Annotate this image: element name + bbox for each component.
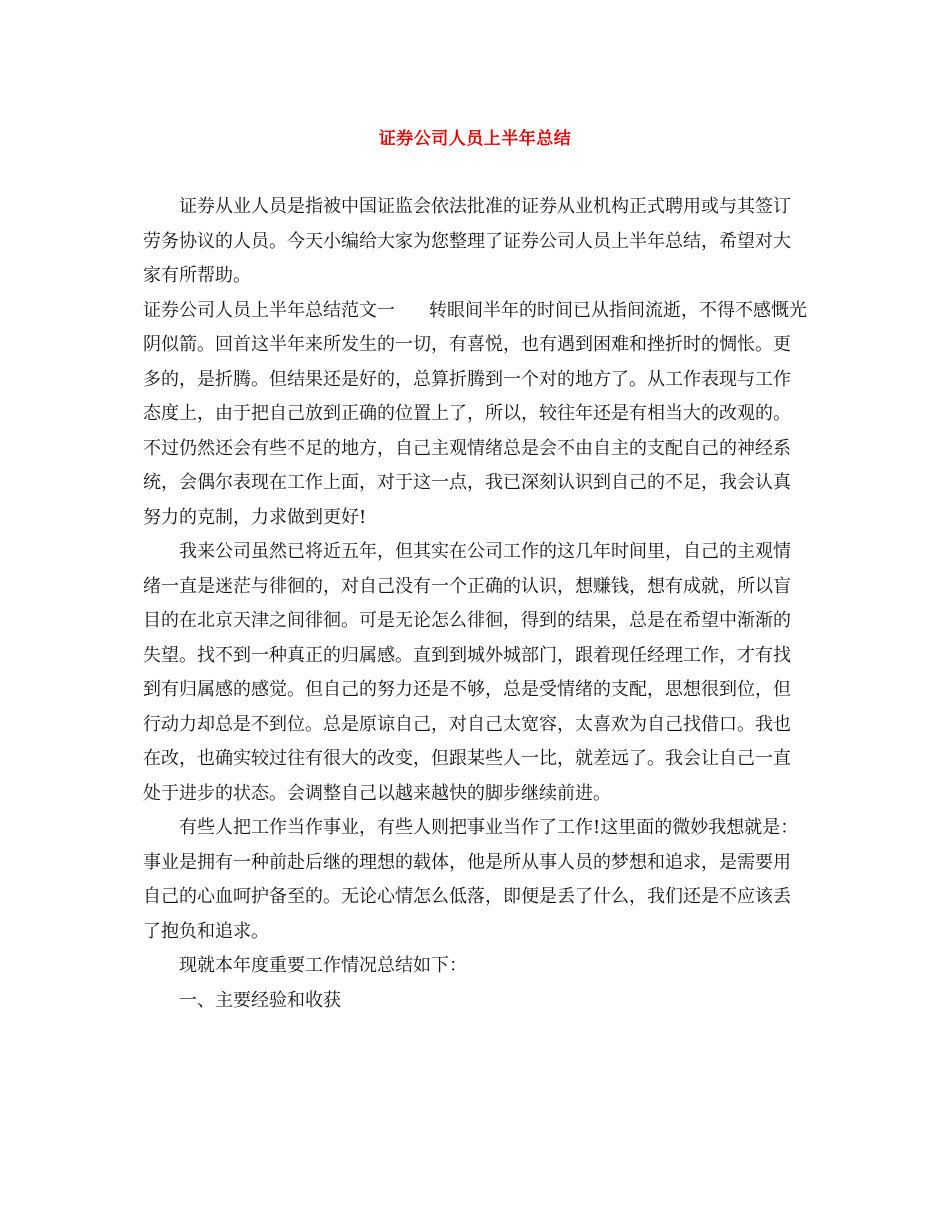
body-paragraph: 我来公司虽然已将近五年，但其实在公司工作的这几年时间里，自己的主观情绪一直是迷茫与徘徊的，对自己没有一个正确的认识，想赚钱，想有成就，所以盲目的在北京天津之间徘徊。可是无论怎么徘徊，得到的结果，总是在希望中渐渐的失望。找不到一种真正的归属感。直到到城外城部门，跟着现任经理工作，才有找到有归属感的感觉。但自己的努力还是不够，总是受情绪的支配，思想很到位，但行动力却总是不到位。总是原谅自己，对自己太宽容，太喜欢为自己找借口。我也在改，也确实较过往有很大的改变，但跟某些人一比，就差远了。我会让自己一直处于进步的状态。会调整自己以越来越快的脚步继续前进。: [143, 541, 791, 804]
document-body: [143, 190, 808, 1018]
intro-paragraph: 证券从业人员是指被中国证监会依法批准的证券从业机构正式聘用或与其签订劳务协议的人员。今天小编给大家为您整理了证券公司人员上半年总结，希望对大家有所帮助。: [143, 196, 791, 286]
body-paragraph: 有些人把工作当作事业，有些人则把事业当作了工作!这里面的微妙我想就是：事业是拥有一种前赴后继的理想的载体，他是所从事人员的梦想和追求，是需要用自己的心血呵护备至的。无论心情怎么低落，即便是丢了什么，我们还是不应该丢了抱负和追求。: [143, 817, 799, 942]
sample-paragraph: [143, 294, 808, 536]
document-title: 证券公司人员上半年总结: [378, 129, 572, 149]
sample-text: 转眼间半年的时间已从指间流逝，不得不感慨光阴似箭。回首这半年来所发生的一切，有喜悦，也有遇到困难和挫折时的惆怅。更多的，是折腾。但结果还是好的，总算折腾到一个对的地方了。从工作表现与工作态度上，由于把自己放到正确的位置上了，所以，较往年还是有相当大的改观的。不过仍然还会有些不足的地方，自己主观情绪总是会不由自主的支配自己的神经系统，会偶尔表现在工作上面，对于这一点，我已深刻认识到自己的不足，我会认真努力的克制，力求做到更好!: [143, 299, 807, 528]
section-heading: 一、主要经验和收获: [179, 989, 341, 1011]
body-paragraph: 现就本年度重要工作情况总结如下：: [179, 955, 467, 976]
sample-heading: 证券公司人员上半年总结范文一: [143, 299, 395, 321]
